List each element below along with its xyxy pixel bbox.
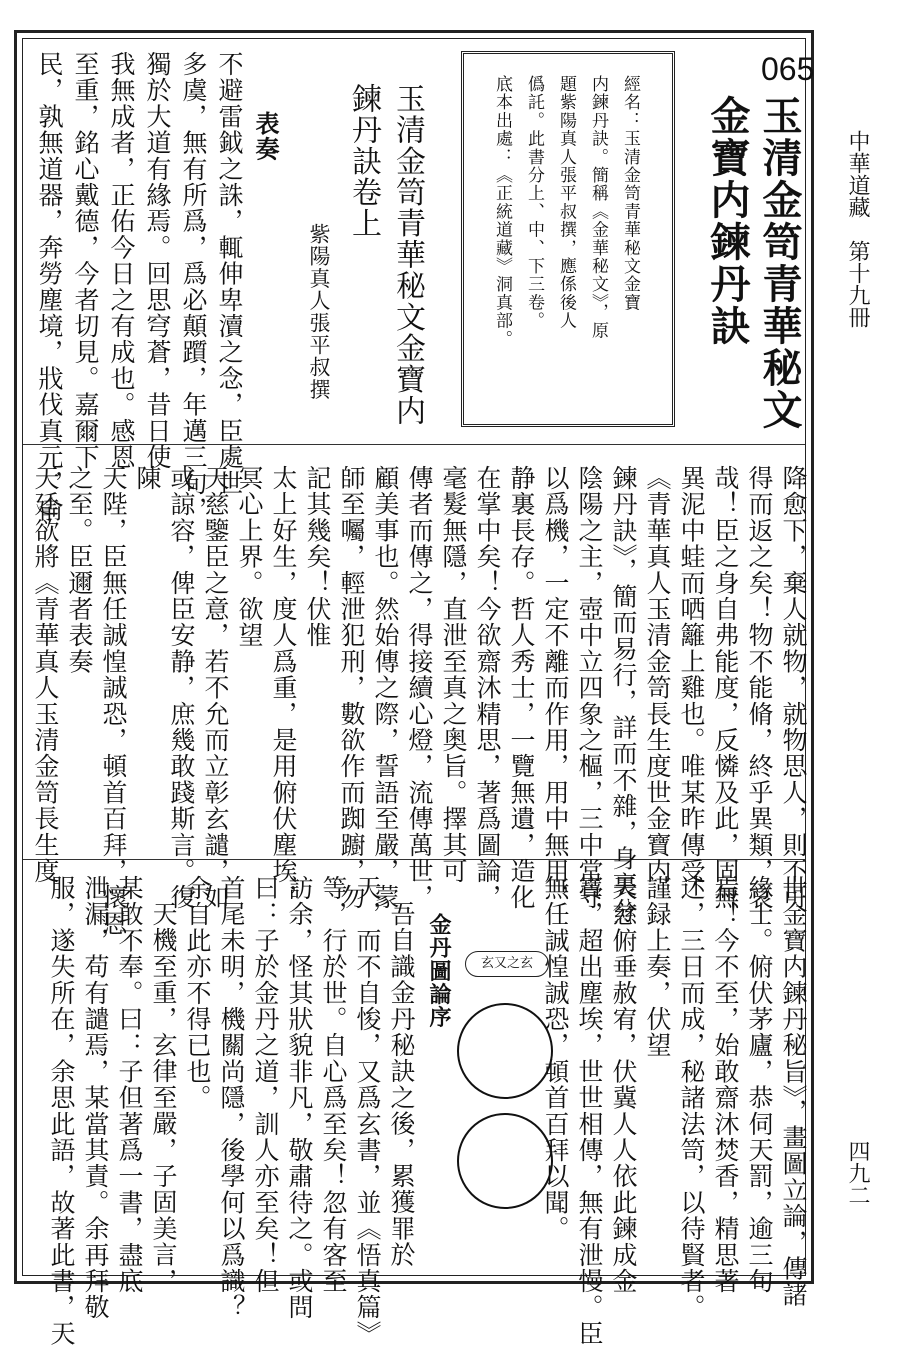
text-column: 天廷欲將《青華真人玉清金笥長生度 <box>31 465 60 885</box>
text-column: 訪余，怪其狀貌非凡，敬肅待之。或問 <box>285 875 314 1321</box>
text-column: 至重，銘心戴德，今者切見。嘉爾下 <box>71 51 100 471</box>
title-line-1: 玉清金笥青華秘文 <box>756 95 803 431</box>
text-column: 天機至重，玄律至嚴，子固美言， <box>149 901 178 1294</box>
text-column: 天慈鑒臣之意，若不允而立彰玄譴，如 <box>201 465 230 911</box>
text-column: 寶，超出塵埃，世世相傳，無有泄慢。臣 <box>575 875 604 1347</box>
text-column: 陳 <box>133 465 162 492</box>
text-column: 多虞，無有所爲，爲必顛躓，年邁三旬， <box>179 51 208 523</box>
text-column: 降愈下，棄人就物，就物思人，則不可 <box>779 465 808 911</box>
text-column: 泄漏，苟有譴焉，某當其責。余再拜敬 <box>81 875 110 1321</box>
info-line: 僞託。此書分上、中、下三卷。 <box>524 75 544 330</box>
text-column: 太上好生，度人爲重，是用俯伏塵埃， <box>269 465 298 911</box>
text-column: 天慈俯垂赦宥，伏冀人人依此鍊成金 <box>609 875 638 1295</box>
text-column: 《青華真人玉清金笥長生度世金寶内 <box>643 465 672 885</box>
book-title-line-1: 玉清金笥青華秘文金寶内 <box>390 83 425 427</box>
text-column: 鍊丹訣》，簡而易行，詳而不雜，身裏分 <box>609 465 638 925</box>
text-column: 天陛，臣無任誠惶誠恐，頓首百拜，懷恩 <box>99 465 128 937</box>
text-column: 或諒容，俾臣安静，庶幾敢踐斯言。復 <box>167 465 196 911</box>
text-column: 無任誠惶誠恐，頓首百拜以聞。 <box>541 875 570 1242</box>
text-column: 首尾未明，機關尚隱，後學何以爲識？ <box>217 875 246 1321</box>
info-line: 内鍊丹訣。簡稱《金華秘文》，原 <box>588 75 608 340</box>
text-column: 服，遂失所在，余思此語，故著此書，天 <box>47 875 76 1347</box>
book-volume-header: 中華道藏 第十九冊 <box>845 130 870 328</box>
book-title-line-2: 鍊丹訣卷上 <box>346 83 381 239</box>
text-column: 以爲機，一定不離而作用，用中無用， <box>541 465 570 911</box>
info-line: 底本出處：《正統道藏》洞真部。 <box>492 75 512 348</box>
text-column: 吾自識金丹秘訣之後，累獲罪於 <box>387 901 416 1268</box>
text-column: 在掌中矣！今欲齋沐精思，著爲圖論， <box>473 465 502 911</box>
memorial-heading: 表奏 <box>251 111 280 162</box>
text-column: 異泥中蛙而哂籬上雞也。唯某昨傳受 <box>677 465 706 885</box>
title-line-2: 金寶内鍊丹訣 <box>704 95 751 347</box>
page-number: 四九二 <box>845 1140 870 1206</box>
text-column: 我無成者，正佑今日之有成也。感恩 <box>107 51 136 471</box>
text-column: 顧美事也。然始傳之際，誓語至嚴，蒙 <box>371 465 400 911</box>
text-column: 獨於大道有緣焉。回思穹蒼，昔日使 <box>143 51 172 471</box>
diagram-circle-upper <box>457 1003 553 1099</box>
page-frame <box>14 30 815 1347</box>
text-column: 某敢不奉。曰：子但著爲一書，盡底 <box>115 875 144 1295</box>
text-column: 傳者而傳之，得接續心燈，流傳萬世， <box>405 465 434 911</box>
text-column: 述，三日而成，秘諸法笥，以待賢者。 <box>677 875 706 1321</box>
author-line: 紫陽真人張平叔撰 <box>307 223 331 401</box>
text-column: 焉！今不至，始敢齋沐焚香，精思著 <box>711 875 740 1295</box>
text-column: 毫髮無隱，直泄至真之奥旨。擇其可 <box>439 465 468 885</box>
text-column: 世金寶内鍊丹秘旨》，畫圖立論，傳諸 <box>779 875 808 1308</box>
text-column: 冥心上界。欲望 <box>235 465 264 649</box>
text-column: 之至。臣邇者表奏 <box>65 465 94 675</box>
text-column: 緣士。俯伏茅廬，恭伺天罰，逾三旬 <box>745 875 774 1295</box>
info-line: 經名：玉清金笥青華秘文金寶 <box>620 75 640 312</box>
sutra-number: 065 <box>761 51 815 87</box>
text-column: 不避雷鉞之誅，輒伸卑瀆之念，臣處世 <box>215 51 244 497</box>
text-column: 記其幾矣！伏惟 <box>303 465 332 649</box>
text-column: 余自此亦不得已也。 <box>183 875 212 1111</box>
text-column: 謹録上奏，伏望 <box>643 875 672 1059</box>
diagram-label: 玄又之玄 <box>465 951 549 977</box>
text-column: 静裏長存。哲人秀士，一覽無遺，造化 <box>507 465 536 911</box>
text-column: 哉！臣之身自弗能度，反憐及此，固無 <box>711 465 740 911</box>
preface-heading: 金丹圖論序 <box>426 913 452 1029</box>
text-column: 陰陽之主，壺中立四象之樞，三中常守 <box>575 465 604 911</box>
text-column: 等，行於世。自心爲至矣！忽有客至 <box>319 875 348 1295</box>
text-column: 師至囑，輕泄犯刑，數欲作而踟躕，勿 <box>337 465 366 911</box>
diagram-circle-lower <box>457 1113 553 1209</box>
text-column: 得而返之矣！物不能脩，終乎異類，哀 <box>745 465 774 911</box>
text-column: 曰：子於金丹之道，訓人亦至矣！但 <box>251 875 280 1295</box>
text-column: 天，而不自悛，又爲玄書，並《悟真篇》 <box>353 875 382 1347</box>
info-line: 題紫陽真人張平叔撰，應係後人 <box>556 75 576 330</box>
text-column: 民，孰無道器，奔勞塵境，戕伐真元，俞 <box>35 51 64 523</box>
